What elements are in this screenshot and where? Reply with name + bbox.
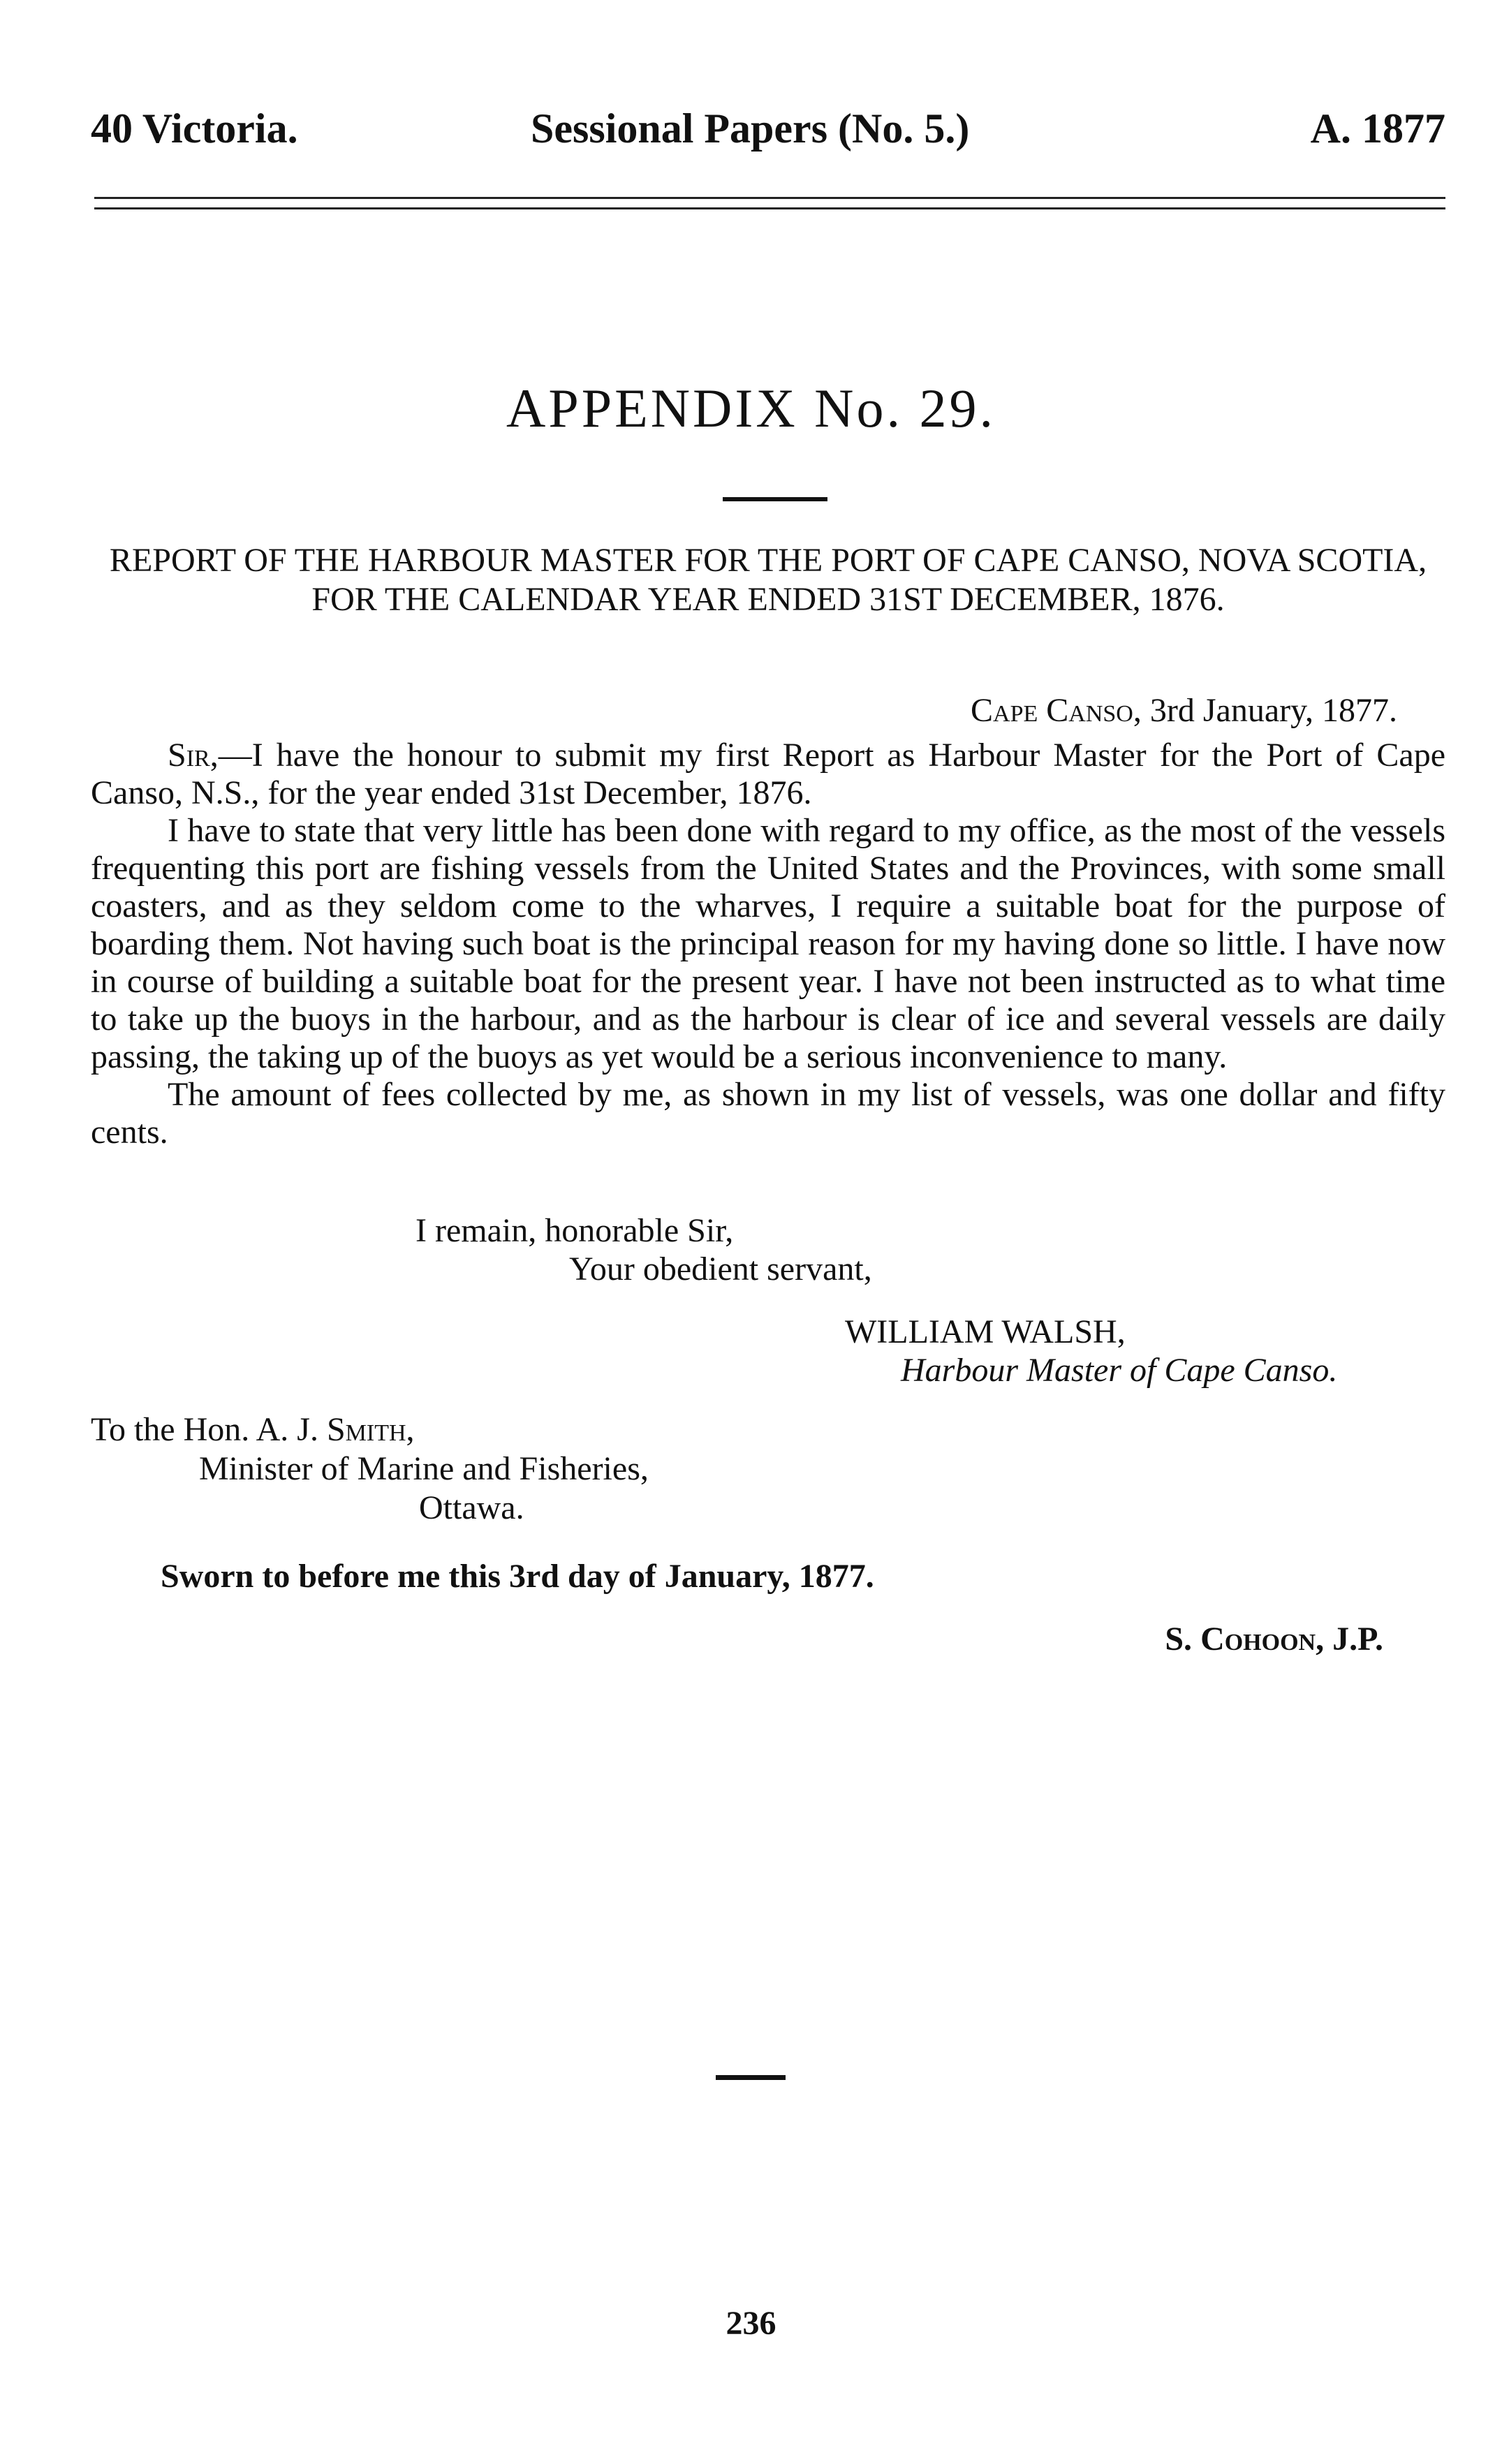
title-divider bbox=[723, 497, 827, 501]
paragraph-1-text: —I have the honour to submit my first Report as Harbour Master for the Port of Cape Canso, N.S., for the year ended 31st December, 1876. bbox=[91, 737, 1445, 811]
jp-initial: S. bbox=[1165, 1621, 1201, 1658]
page-number: 236 bbox=[726, 2305, 776, 2342]
addressee-block bbox=[91, 1410, 649, 1528]
addressee-line-3: Ottawa. bbox=[419, 1489, 524, 1526]
justice-of-peace bbox=[1165, 1620, 1383, 1658]
signer-title: Harbour Master of Cape Canso. bbox=[901, 1352, 1338, 1389]
jp-name: Cohoon, bbox=[1200, 1621, 1325, 1658]
addressee-name: Smith, bbox=[326, 1411, 415, 1448]
dateline-place: Cape Canso, bbox=[971, 692, 1142, 729]
paragraph-2: I have to state that very little has been done with regard to my office, as the most of the vessels frequenting this port are fishing vessels from the United States and the Provinces, with some small coasters, and as they seldom come to the wharves, I require a suitable boat for the purpose of boarding them. Not having such boat is the principal reason for my having done so little. I have now in course of building a suitable boat for the present year. I have not been instructed as to what time to take up the buoys in the harbour, and as the harbour is clear of ice and several vessels are daily passing, the taking up of the buoys as yet would be a serious inconvenience to many. bbox=[91, 812, 1445, 1075]
sworn-statement: Sworn to before me this 3rd day of January, 1877. bbox=[161, 1558, 874, 1595]
signer-name: WILLIAM WALSH, bbox=[845, 1313, 1126, 1350]
header-volume: 40 Victoria. bbox=[91, 105, 298, 152]
salutation: Sir, bbox=[168, 737, 219, 774]
addressee-prefix: To the Hon. A. J. bbox=[91, 1411, 327, 1448]
appendix-title: APPENDIX No. 29. bbox=[506, 378, 996, 438]
paragraph-3: The amount of fees collected by me, as shown in my list of vessels, was one dollar and fifty cents. bbox=[91, 1076, 1445, 1151]
addressee-line-1 bbox=[91, 1410, 649, 1449]
header-double-rule bbox=[94, 197, 1445, 209]
dateline bbox=[971, 691, 1397, 730]
closing-line-1: I remain, honorable Sir, bbox=[415, 1212, 734, 1249]
dateline-date: 3rd January, 1877. bbox=[1141, 692, 1397, 729]
header-year: A. 1877 bbox=[1310, 105, 1445, 152]
jp-suffix: J.P. bbox=[1324, 1621, 1383, 1658]
footer-divider bbox=[716, 2075, 786, 2080]
closing-line-2: Your obedient servant, bbox=[569, 1251, 872, 1288]
report-title: REPORT OF THE HARBOUR MASTER FOR THE PORT OF CAPE CANSO, NOVA SCOTIA, FOR THE CALENDAR YEAR ENDED 31ST DECEMBER, 1876. bbox=[109, 542, 1427, 618]
paragraph-1 bbox=[91, 737, 1445, 812]
letter-body bbox=[91, 737, 1445, 1151]
running-header bbox=[91, 105, 1445, 168]
addressee-line-2: Minister of Marine and Fisheries, bbox=[199, 1450, 649, 1487]
header-sessional-papers: Sessional Papers (No. 5.) bbox=[531, 105, 970, 152]
